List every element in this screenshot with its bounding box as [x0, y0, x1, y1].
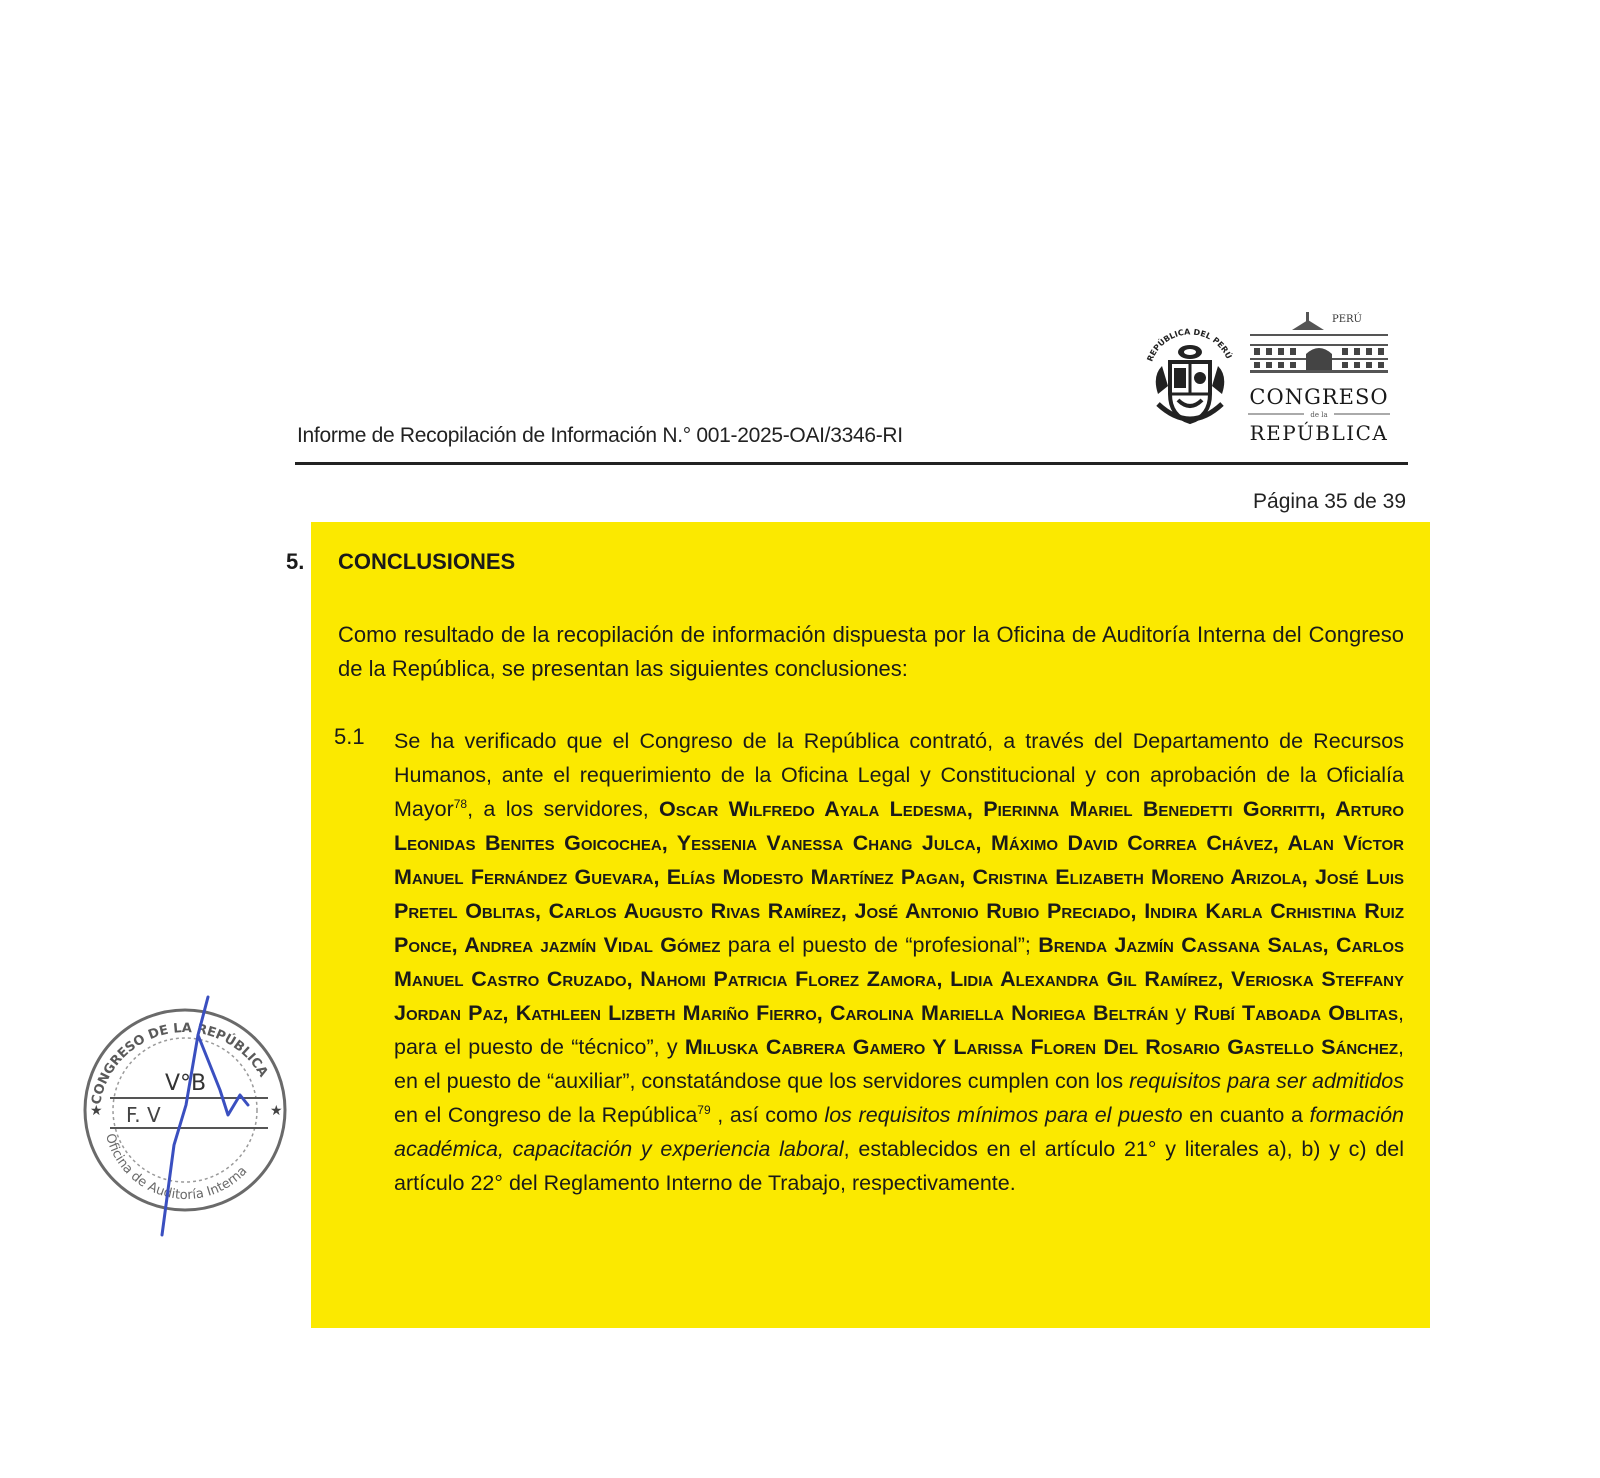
text-run: , establecidos en el artículo 21° y literales a), b) y c) del artículo 22° del Reglamento Interno de Trabajo, respectivamente.: [394, 1137, 1405, 1195]
approval-stamp: [70, 995, 300, 1255]
text-run: , a los servidores,: [467, 797, 660, 821]
coat-of-arms-text: REPÚBLICA DEL PERÚ: [1145, 327, 1234, 363]
logo-small-text: de la: [1310, 411, 1328, 419]
text-run: y: [1168, 1001, 1194, 1025]
report-header-title: Informe de Recopilación de Información N.° 001-2025-OAI/3346-RI: [297, 424, 903, 447]
text-run: para el puesto de “profesional”;: [720, 933, 1039, 957]
svg-text:★: ★: [270, 1103, 283, 1119]
text-run: , para el puesto de “técnico”, y: [394, 1001, 1404, 1059]
text-run: en el Congreso de la República: [394, 1103, 698, 1127]
conclusion-5-1-paragraph: [394, 724, 1404, 1200]
logo-republica-text: REPÚBLICA: [1249, 421, 1389, 445]
logo-peru-text: PERÚ: [1332, 314, 1362, 325]
italic-run: los requisitos mínimos para el puesto: [824, 1103, 1183, 1127]
text-run: Se ha verificado que el Congreso de la República contrató, a través del Departamento de Recursos Humanos, ante el requerimiento de la Oficina Legal y Constitucional y con aprobación de la Oficialía Mayor: [394, 729, 1404, 821]
names-tecnico: Brenda Jazmín Cassana Salas, Carlos Manuel Castro Cruzado, Nahomi Patricia Florez Zamora, Lidia Alexandra Gil Ramírez, Verioska Steffany Jordan Paz, Kathleen Lizbeth Mariño Fierro, Carolina Mariella Noriega Beltrán: [394, 933, 1404, 1025]
text-run: en cuanto a: [1182, 1103, 1310, 1127]
section-title: CONCLUSIONES: [338, 549, 516, 574]
logo-congreso-text: CONGRESO: [1249, 385, 1389, 409]
footnote-ref: 79: [697, 1102, 711, 1117]
names-profesional: Oscar Wilfredo Ayala Ledesma, Pierinna Mariel Benedetti Gorritti, Arturo Leonidas Benites Goicochea, Yessenia Vanessa Chang Julca, Máximo David Correa Chávez, Alan Víctor Manuel Fernández Guevara, Elías Modesto Martínez Pagan, Cristina Elizabeth Moreno Arizola, José Luis Pretel Oblitas, Carlos Augusto Rivas Ramírez, José Antonio Rubio Preciado, Indira Karla Crhistina Ruiz Ponce, Andrea jazmín Vidal Gómez: [394, 797, 1404, 957]
text-run: , en el puesto de “auxiliar”, constatándose que los servidores cumplen con los: [394, 1035, 1404, 1093]
intro-paragraph: Como resultado de la recopilación de información dispuesta por la Oficina de Auditoría Interna del Congreso de la República, se presentan las siguientes conclusiones:: [338, 622, 1404, 681]
footnote-ref: 78: [453, 796, 468, 811]
header-divider: [295, 462, 1408, 465]
congreso-logo: [1244, 308, 1394, 454]
text-run: , así como: [710, 1103, 825, 1127]
italic-run: requisitos para ser admitidos: [1129, 1069, 1405, 1093]
stamp-bottom-text: Oficina de Auditoría Interna: [101, 1131, 251, 1204]
stamp-top-text: CONGRESO DE LA REPÚBLICA: [89, 1020, 271, 1106]
svg-text:★: ★: [90, 1103, 103, 1119]
item-number: 5.1: [334, 724, 365, 749]
section-number: 5.: [286, 549, 305, 574]
page-number: Página 35 de 39: [1253, 490, 1406, 513]
names-tecnico-last: Rubí Taboada Oblitas: [1193, 1001, 1399, 1025]
stamp-vb-text: V°B: [165, 1071, 207, 1096]
peru-coat-of-arms-icon: [1140, 316, 1240, 436]
stamp-initial-text: F. V: [126, 1103, 161, 1127]
italic-run: formación académica, capacitación y experiencia laboral: [394, 1103, 1404, 1161]
names-auxiliar: Miluska Cabrera Gamero Y Larissa Floren Del Rosario Gastello Sánchez: [684, 1035, 1398, 1059]
